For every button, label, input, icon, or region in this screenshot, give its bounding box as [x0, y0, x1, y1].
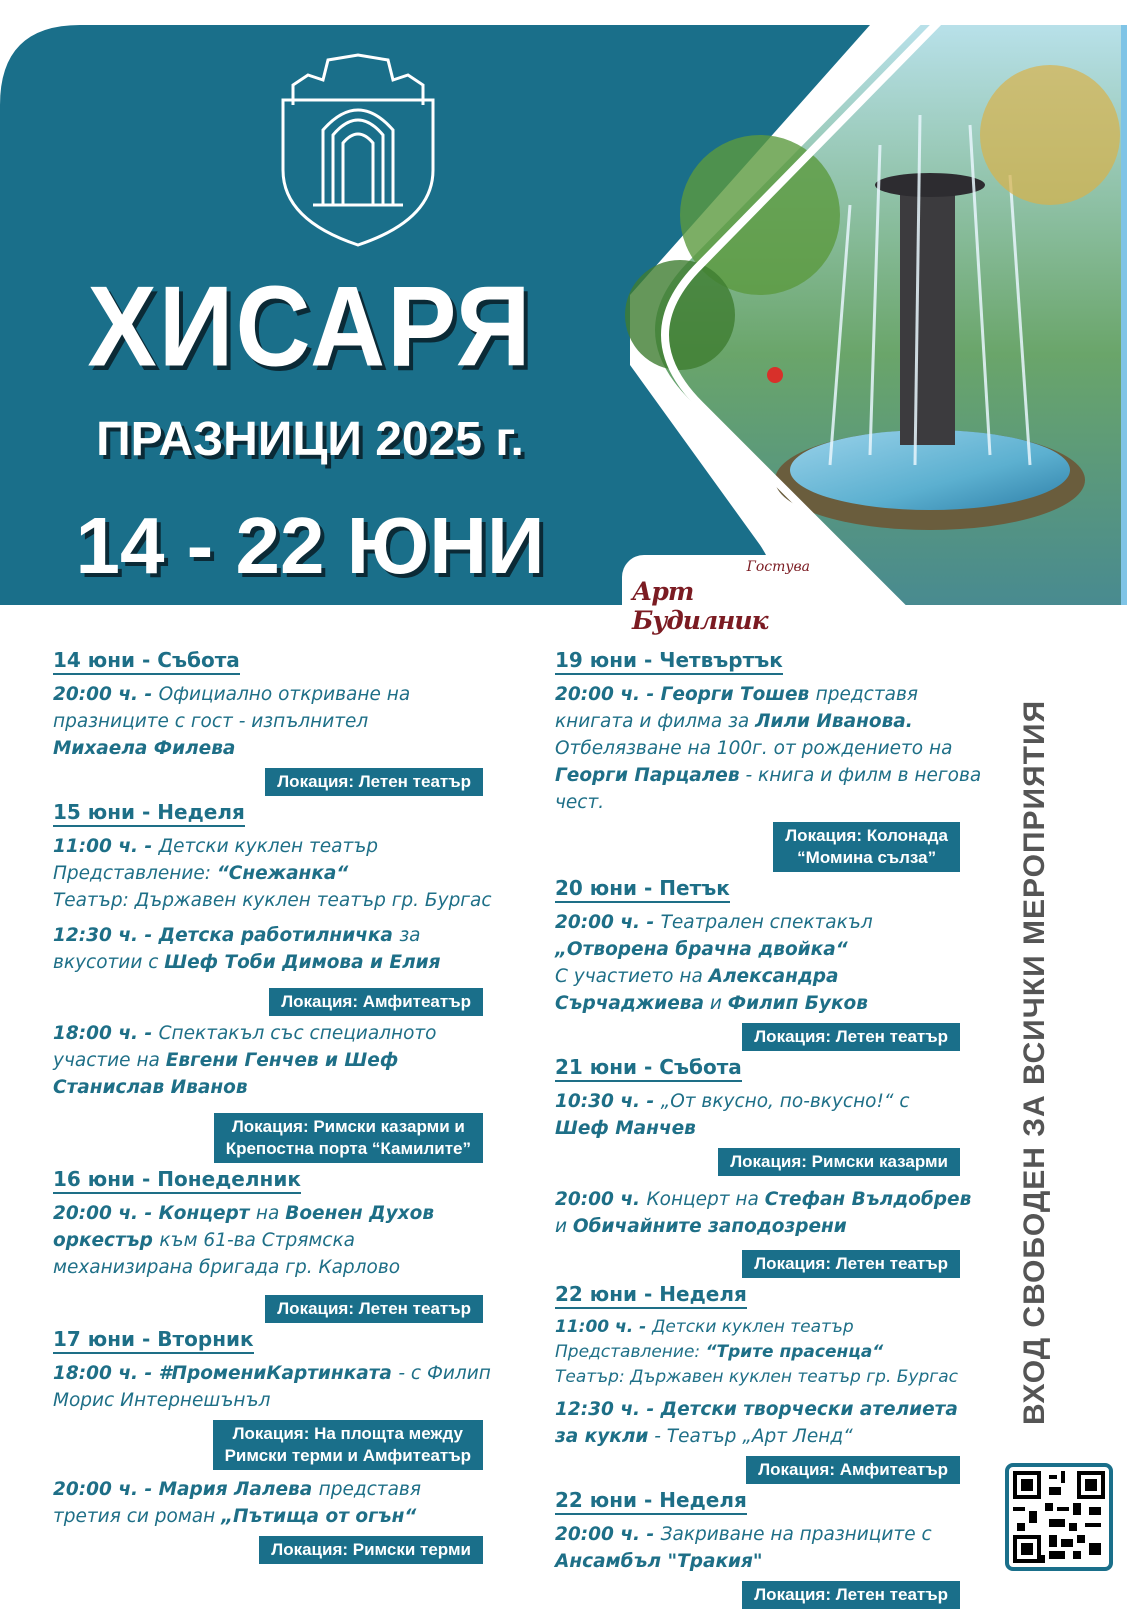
festival-dates: 14 - 22 ЮНИ	[75, 501, 545, 590]
schedule-left	[53, 648, 493, 1568]
event: 18:00 ч. - Спектакъл със специалното участие на Евгени Генчев и Шеф Станислав Иванов	[53, 1023, 437, 1098]
event: 20:00 ч. - Театрален спектакъл „Отворена брачна двойка“ С участието на Александра Сърчаджиева и Филип Буков	[555, 912, 873, 1014]
event: 20:00 ч. - Концерт на Военен Духов оркестър към 61-ва Стрямска механизирана бригада гр. Карлово	[53, 1203, 435, 1278]
location-label: Локация: Римски казарми	[718, 1148, 960, 1176]
qr-code[interactable]	[1005, 1463, 1113, 1571]
qr-code-icon	[1009, 1467, 1109, 1567]
location-label: Локация: Летен театър	[742, 1023, 960, 1051]
location-label: Локация: Римски терми	[259, 1536, 483, 1564]
day-heading: 17 юни - Вторник	[53, 1327, 254, 1354]
event: 18:00 ч. - #ПромениКартинката - с Филип Морис Интернешънъл	[53, 1363, 491, 1411]
event: 11:00 ч. - Детски куклен театър Представление: “Снежанка“ Театър: Държавен куклен театър гр. Бургас	[53, 836, 492, 911]
day-heading: 20 юни - Петък	[555, 876, 730, 903]
location-label: Локация: Летен театър	[742, 1250, 960, 1278]
location-label: Локация: На площта между Римски терми и Амфитеатър	[213, 1420, 483, 1470]
location-label: Локация: Римски казарми и Крепостна порта “Камилите”	[214, 1113, 483, 1163]
guest-badge-small: Гостува	[746, 559, 810, 575]
day-heading: 22 юни - Неделя	[555, 1282, 747, 1309]
location-label: Локация: Амфитеатър	[746, 1456, 960, 1484]
day-heading: 16 юни - Понеделник	[53, 1167, 301, 1194]
schedule-right	[555, 648, 985, 1613]
day-heading: 14 юни - Събота	[53, 648, 240, 675]
event: 10:30 ч. - „От вкусно, по-вкусно!“ с Шеф Манчев	[555, 1091, 910, 1139]
location-label: Локация: Амфитеатър	[269, 988, 483, 1016]
day-heading: 15 юни - Неделя	[53, 800, 245, 827]
guest-badge	[622, 555, 824, 635]
guest-badge-name: Арт Будилник	[632, 577, 768, 635]
event: 20:00 ч. - Георги Тошев представя книгата и филма за Лили Иванова. Отбелязване на 100г. от рождението на Георги Парцалев - книга и филм в негова чест.	[555, 684, 982, 813]
location-label: Локация: Летен театър	[265, 768, 483, 796]
free-entry-text: ВХОД СВОБОДЕН ЗА ВСИЧКИ МЕРОПРИЯТИЯ	[1018, 699, 1051, 1425]
day-heading: 21 юни - Събота	[555, 1055, 742, 1082]
main-title: ХИСАРЯ	[87, 263, 533, 391]
festival-subtitle: ПРАЗНИЦИ 2025 г.	[96, 413, 524, 466]
event: 12:30 ч. - Детска работилничка за вкусотии с Шеф Тоби Димова и Елия	[53, 925, 441, 973]
event: 20:00 ч. - Закриване на празниците с Ансамбъл "Тракия"	[555, 1524, 932, 1572]
day-heading: 19 юни - Четвъртък	[555, 648, 783, 675]
event: 12:30 ч. - Детски творчески ателиета за кукли - Театър „Арт Ленд“	[555, 1399, 958, 1447]
event: 11:00 ч. - Детски куклен театър Представление: “Трите прасенца“ Театър: Държавен куклен театър гр. Бургас	[555, 1317, 958, 1387]
location-label: Локация: Летен театър	[265, 1295, 483, 1323]
event: 20:00 ч. - Мария Лалева представя третия си роман „Пътища от огън“	[53, 1479, 421, 1527]
event: 20:00 ч. Концерт на Стефан Вълдобрев и Обичайните заподозрени	[555, 1189, 972, 1237]
event: 20:00 ч. - Официално откриване на празниците с гост - изпълнител Михаела Филева	[53, 684, 411, 759]
location-label: Локация: Колонада “Момина сълза”	[773, 822, 960, 872]
location-label: Локация: Летен театър	[742, 1581, 960, 1609]
day-heading: 22 юни - Неделя	[555, 1488, 747, 1515]
